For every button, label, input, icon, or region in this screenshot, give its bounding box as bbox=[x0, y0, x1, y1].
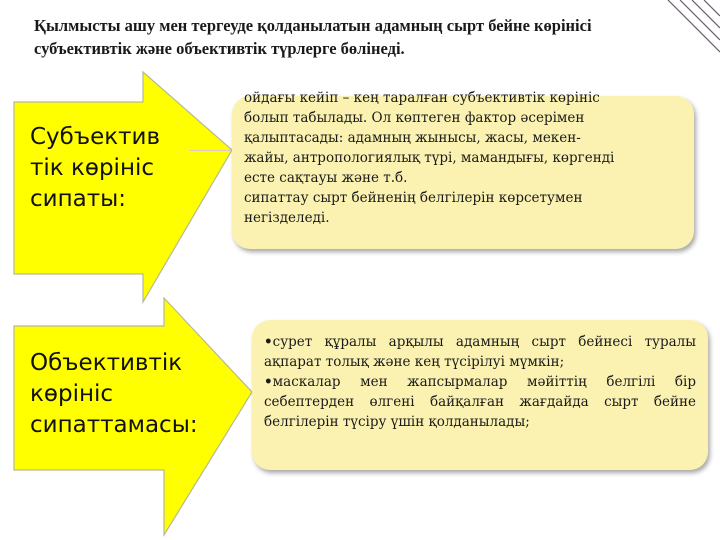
description-line: қалыптасады: адамның жынысы, жасы, мекен- bbox=[244, 130, 581, 146]
bullet-icon: • bbox=[264, 374, 273, 390]
bullet-icon: • bbox=[264, 334, 273, 350]
description-line: сипаттау сырт бейненің белгілерін көрсетумен bbox=[244, 190, 583, 206]
objective-label: Объективтік көрініс сипаттамасы: bbox=[30, 350, 198, 438]
objective-description bbox=[264, 332, 696, 432]
description-line: ойдағы кейіп – кең таралған субъективтік көрініс bbox=[244, 90, 600, 106]
description-line: жайы, антропологиялық түрі, мамандығы, көргенді bbox=[244, 150, 615, 166]
bullet-item bbox=[264, 332, 696, 372]
subjective-label: Субъектив тік көрініс сипаты: bbox=[30, 124, 161, 212]
subjective-description-box bbox=[232, 90, 694, 249]
subjective-description bbox=[244, 88, 684, 228]
description-line: есте сақтауы және т.б. bbox=[244, 170, 408, 186]
objective-description-box bbox=[252, 320, 708, 470]
bullet-text: сурет құралы арқылы адамның сырт бейнесі туралы ақпарат толық және кең түсірілуі мүмкін; bbox=[264, 334, 696, 370]
bullet-item bbox=[264, 372, 696, 432]
description-line: болып табылады. Ол көптеген фактор әсерімен bbox=[244, 110, 585, 126]
connector-line bbox=[190, 150, 234, 151]
description-line: негізделеді. bbox=[244, 210, 330, 226]
bullet-text: маскалар мен жапсырмалар мәйіттің белгілі бір себептерден өлгені байқалған жағдайда сырт бейне белгілерін түсіру үшін қолданылады; bbox=[264, 374, 696, 430]
slide-title: Қылмысты ашу мен тергеуде қолданылатын адамның сырт бейне көрінісі субъективтік және объективтік түрлерге бөлінеді. bbox=[34, 16, 592, 58]
